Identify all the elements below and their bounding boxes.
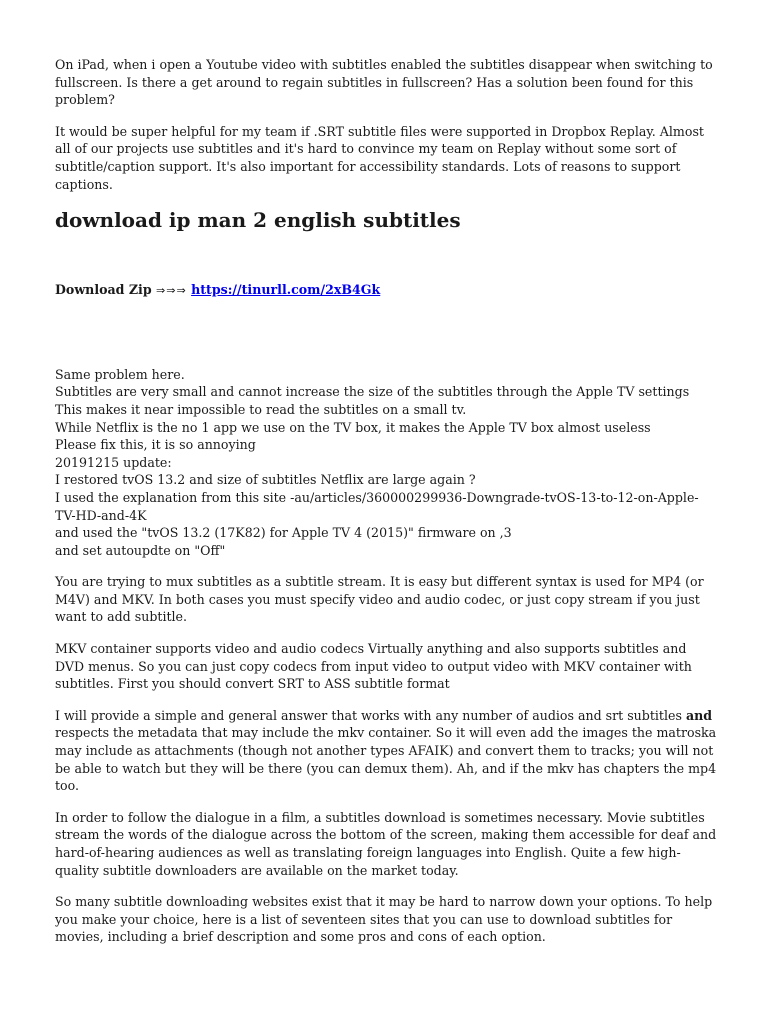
paragraph-mkv: MKV container supports video and audio codecs Virtually anything and also supports subtitles and DVD menus. So you can just copy codecs from input video to output video with MKV container with subtitles. First you should convert SRT to ASS subtitle format [55, 641, 692, 692]
update-line: 20191215 update: [55, 454, 172, 470]
update-line: While Netflix is the no 1 app we use on the TV box, it makes the Apple TV box almost useless [55, 419, 651, 435]
update-line: and set autoupdte on "Off" [55, 542, 226, 558]
intro-paragraph-dropbox: It would be super helpful for my team if .SRT subtitle files were supported in Dropbox Replay. Almost all of our projects use subtitles and it's hard to convince my team on Replay without some sort of subtitle/caption support. It's also important for accessibility standards. Lots of reasons to support captions. [55, 123, 704, 192]
download-line [55, 281, 717, 300]
paragraph-dialogue: In order to follow the dialogue in a film, a subtitles download is sometimes necessary. Movie subtitles stream the words of the dialogue across the bottom of the screen, making them accessible for deaf and hard-of-hearing audiences as well as translating foreign languages into English. Quite a few high-quality subtitle downloaders are available on the market today. [55, 809, 717, 878]
update-line: Same problem here. [55, 366, 185, 382]
paragraph-subtitle-sites: So many subtitle downloading websites exist that it may be hard to narrow down your options. To help you make your choice, here is a list of seventeen sites that you can use to download subtitles for movies, including a brief description and some pros and cons of each option. [55, 894, 713, 945]
page-title: download ip man 2 english subtitles [55, 208, 461, 233]
download-label: Download Zip [55, 282, 152, 298]
general-answer-end: respects the metadata that may include the mkv container. So it will even add the images the matroska may include as attachments (though not another types AFAIK) and convert them to tracks; you will not be able to watch but they will be there (you can demux them). Ah, and if the mkv has chapters the mp4 too. [55, 725, 717, 794]
document-page [55, 56, 717, 960]
download-link[interactable]: https://tinurll.com/2xB4Gk [191, 282, 381, 298]
update-line: Subtitles are very small and cannot increase the size of the subtitles through the Apple TV settings [55, 384, 690, 400]
intro-paragraph-ipad: On iPad, when i open a Youtube video with subtitles enabled the subtitles disappear when switching to fullscreen. Is there a get around to regain subtitles in fullscreen? Has a solution been found for this problem? [55, 57, 713, 108]
paragraph-general-answer [55, 707, 717, 795]
general-answer-bold: and [685, 707, 713, 723]
paragraph-mux: You are trying to mux subtitles as a subtitle stream. It is easy but different syntax is used for MP4 (or M4V) and MKV. In both cases you must specify video and audio codec, or just copy stream if you just want to add subtitle. [55, 574, 704, 625]
general-answer-start: I will provide a simple and general answer that works with any number of audios and srt subtitles [55, 707, 686, 723]
arrow-icons: ⇒⇒⇒ [156, 284, 187, 298]
update-line: and used the "tvOS 13.2 (17K82) for Apple TV 4 (2015)" firmware on ,3 [55, 525, 512, 541]
update-line: I used the explanation from this site -au/articles/360000299936-Downgrade-tvOS-13-to-12-on-Apple-TV-HD-and-4K [55, 489, 699, 523]
update-line: Please fix this, it is so annoying [55, 437, 256, 453]
update-block [55, 366, 717, 560]
update-line: This makes it near impossible to read the subtitles on a small tv. [55, 401, 467, 417]
update-line: I restored tvOS 13.2 and size of subtitles Netflix are large again ? [55, 472, 476, 488]
